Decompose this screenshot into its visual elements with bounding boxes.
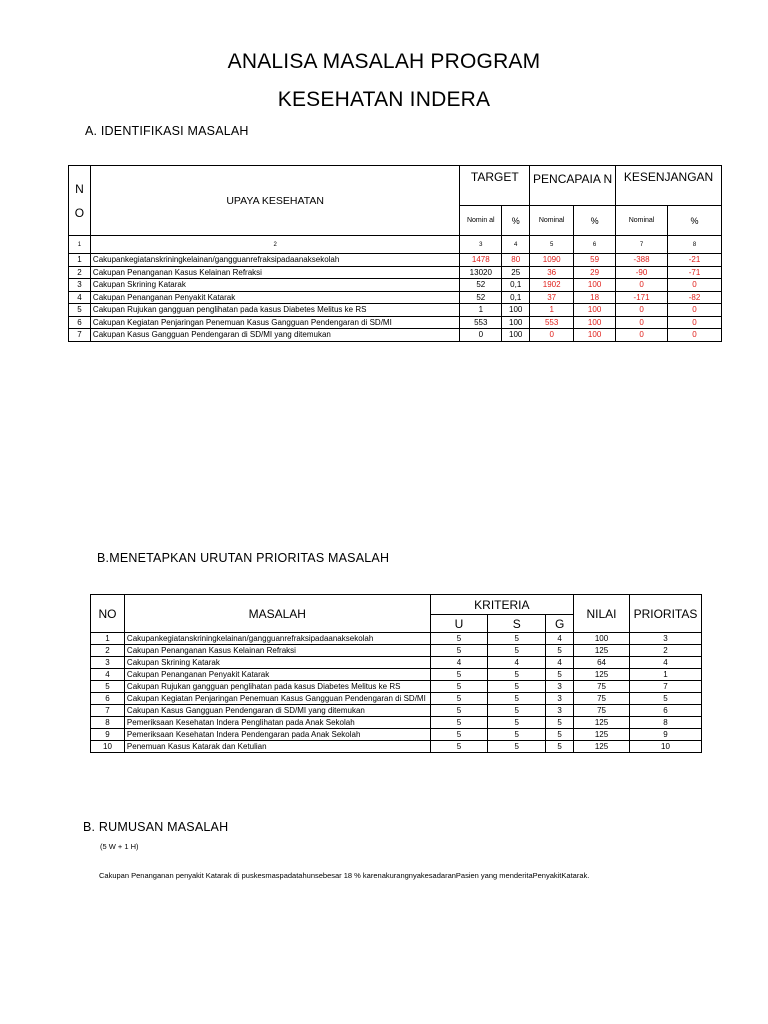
row-number: 5 (91, 681, 125, 693)
masalah-cell: Cakupan Penanganan Penyakit Katarak (124, 669, 430, 681)
target-nominal-cell: 553 (460, 316, 502, 329)
upaya-cell: Cakupan Kasus Gangguan Pendengaran di SD/MI yang ditemukan (90, 329, 459, 342)
target-nominal-cell: 52 (460, 279, 502, 292)
nilai-cell: 64 (574, 657, 630, 669)
nilai-cell: 125 (574, 717, 630, 729)
page-title: ANALISA MASALAH PROGRAM (227, 50, 541, 73)
prioritas-cell: 9 (629, 729, 701, 741)
column-number: 5 (530, 236, 574, 254)
s-cell: 5 (488, 681, 546, 693)
header-no: NO (91, 595, 125, 633)
header-target: TARGET (460, 166, 530, 206)
kesenjangan-nominal-cell: 0 (616, 279, 668, 292)
u-cell: 4 (430, 657, 488, 669)
masalah-cell: Pemeriksaan Kesehatan Indera Pendengaran pada Anak Sekolah (124, 729, 430, 741)
row-number: 7 (91, 705, 125, 717)
target-nominal-cell: 1478 (460, 254, 502, 267)
prioritas-cell: 4 (629, 657, 701, 669)
table-row (91, 693, 702, 705)
target-nominal-cell: 52 (460, 291, 502, 304)
masalah-cell: Cakupan Kegiatan Penjaringan Penemuan Kasus Gangguan Pendengaran di SD/MI (124, 693, 430, 705)
s-cell: 5 (488, 705, 546, 717)
header-pencapaian: PENCAPAIA N (530, 166, 616, 206)
s-cell: 5 (488, 741, 546, 753)
pencapaian-nominal-cell: 0 (530, 329, 574, 342)
header-upaya-kesehatan: UPAYA KESEHATAN (90, 166, 459, 236)
target-percent-cell: 100 (502, 316, 530, 329)
g-cell: 5 (546, 741, 574, 753)
g-cell: 5 (546, 729, 574, 741)
page-subtitle: KESEHATAN INDERA (277, 88, 491, 111)
row-number: 6 (69, 316, 91, 329)
header-kriteria: KRITERIA (430, 595, 573, 615)
pencapaian-nominal-cell: 553 (530, 316, 574, 329)
table-row (91, 741, 702, 753)
s-cell: 5 (488, 717, 546, 729)
formula-note: (5 W + 1 H) (100, 842, 139, 851)
u-cell: 5 (430, 681, 488, 693)
nilai-cell: 125 (574, 729, 630, 741)
nilai-cell: 125 (574, 669, 630, 681)
header-kesenjangan-nominal: Nominal (616, 206, 668, 236)
row-number: 3 (91, 657, 125, 669)
row-number: 6 (91, 693, 125, 705)
row-number: 1 (69, 254, 91, 267)
table-row (91, 645, 702, 657)
row-number: 8 (91, 717, 125, 729)
section-identifikasi-heading: A. IDENTIFIKASI MASALAH (85, 124, 249, 138)
kesenjangan-percent-cell: 0 (668, 316, 722, 329)
kesenjangan-percent-cell: -21 (668, 254, 722, 267)
upaya-cell: Cakupan Penanganan Penyakit Katarak (90, 291, 459, 304)
s-cell: 5 (488, 633, 546, 645)
masalah-cell: Pemeriksaan Kesehatan Indera Penglihatan pada Anak Sekolah (124, 717, 430, 729)
header-masalah: MASALAH (124, 595, 430, 633)
masalah-cell: Cakupan Rujukan gangguan penglihatan pada kasus Diabetes Melitus ke RS (124, 681, 430, 693)
prioritas-cell: 2 (629, 645, 701, 657)
target-nominal-cell: 1 (460, 304, 502, 317)
table-row (91, 669, 702, 681)
pencapaian-nominal-cell: 1090 (530, 254, 574, 267)
column-number: 1 (69, 236, 91, 254)
kesenjangan-nominal-cell: 0 (616, 304, 668, 317)
table-row (69, 254, 722, 267)
u-cell: 5 (430, 705, 488, 717)
section-prioritas-heading: B.MENETAPKAN URUTAN PRIORITAS MASALAH (97, 551, 390, 565)
table-row (69, 266, 722, 279)
masalah-cell: Cakupan Skrining Katarak (124, 657, 430, 669)
kesenjangan-nominal-cell: 0 (616, 329, 668, 342)
u-cell: 5 (430, 645, 488, 657)
masalah-cell: Cakupan Penanganan Kasus Kelainan Refraksi (124, 645, 430, 657)
target-nominal-cell: 13020 (460, 266, 502, 279)
header-u: U (430, 615, 488, 633)
table-row (69, 316, 722, 329)
u-cell: 5 (430, 633, 488, 645)
identifikasi-masalah-table (68, 165, 722, 342)
prioritas-masalah-table (90, 594, 702, 753)
kesenjangan-percent-cell: 0 (668, 304, 722, 317)
header-pencapaian-nominal: Nominal (530, 206, 574, 236)
upaya-cell: Cakupan Rujukan gangguan penglihatan pada kasus Diabetes Melitus ke RS (90, 304, 459, 317)
header-pencapaian-percent: % (574, 206, 616, 236)
column-number: 6 (574, 236, 616, 254)
nilai-cell: 75 (574, 693, 630, 705)
masalah-cell: Cakupan Kasus Gangguan Pendengaran di SD/MI yang ditemukan (124, 705, 430, 717)
table-row (69, 279, 722, 292)
pencapaian-percent-cell: 18 (574, 291, 616, 304)
target-percent-cell: 80 (502, 254, 530, 267)
g-cell: 5 (546, 669, 574, 681)
g-cell: 5 (546, 717, 574, 729)
pencapaian-percent-cell: 100 (574, 279, 616, 292)
row-number: 10 (91, 741, 125, 753)
pencapaian-percent-cell: 29 (574, 266, 616, 279)
nilai-cell: 75 (574, 681, 630, 693)
u-cell: 5 (430, 717, 488, 729)
nilai-cell: 125 (574, 741, 630, 753)
header-target-percent: % (502, 206, 530, 236)
column-number: 3 (460, 236, 502, 254)
s-cell: 4 (488, 657, 546, 669)
row-number: 4 (91, 669, 125, 681)
g-cell: 5 (546, 645, 574, 657)
column-number: 4 (502, 236, 530, 254)
table-row (91, 633, 702, 645)
s-cell: 5 (488, 645, 546, 657)
kesenjangan-percent-cell: -82 (668, 291, 722, 304)
prioritas-cell: 10 (629, 741, 701, 753)
prioritas-cell: 1 (629, 669, 701, 681)
table-row (91, 705, 702, 717)
row-number: 5 (69, 304, 91, 317)
upaya-cell: Cakupan Skrining Katarak (90, 279, 459, 292)
pencapaian-nominal-cell: 1902 (530, 279, 574, 292)
kesenjangan-nominal-cell: -388 (616, 254, 668, 267)
header-g: G (546, 615, 574, 633)
section-rumusan-heading: B. RUMUSAN MASALAH (83, 820, 229, 834)
kesenjangan-nominal-cell: -90 (616, 266, 668, 279)
upaya-cell: Cakupan Kegiatan Penjaringan Penemuan Kasus Gangguan Pendengaran di SD/MI (90, 316, 459, 329)
target-percent-cell: 0,1 (502, 291, 530, 304)
table-row (91, 681, 702, 693)
s-cell: 5 (488, 693, 546, 705)
row-number: 2 (69, 266, 91, 279)
nilai-cell: 100 (574, 633, 630, 645)
upaya-cell: Cakupan Penanganan Kasus Kelainan Refraksi (90, 266, 459, 279)
pencapaian-percent-cell: 100 (574, 329, 616, 342)
kesenjangan-nominal-cell: -171 (616, 291, 668, 304)
u-cell: 5 (430, 669, 488, 681)
table-row (91, 729, 702, 741)
table-row (69, 291, 722, 304)
header-prioritas: PRIORITAS (629, 595, 701, 633)
row-number: 7 (69, 329, 91, 342)
table-row (91, 717, 702, 729)
column-number-row (69, 236, 722, 254)
pencapaian-percent-cell: 100 (574, 304, 616, 317)
row-number: 3 (69, 279, 91, 292)
masalah-cell: Penemuan Kasus Katarak dan Ketulian (124, 741, 430, 753)
table-row (91, 657, 702, 669)
nilai-cell: 125 (574, 645, 630, 657)
rumusan-masalah-text: Cakupan Penanganan penyakit Katarak di puskesmaspadatahunsebesar 18 % karenakurangnyakesadaranPasien yang menderitaPenyakitKatarak. (99, 871, 590, 880)
column-number: 2 (90, 236, 459, 254)
header-s: S (488, 615, 546, 633)
prioritas-cell: 7 (629, 681, 701, 693)
header-kesenjangan-percent: % (668, 206, 722, 236)
row-number: 4 (69, 291, 91, 304)
header-target-nominal: Nomin al (460, 206, 502, 236)
kesenjangan-percent-cell: -71 (668, 266, 722, 279)
prioritas-cell: 5 (629, 693, 701, 705)
s-cell: 5 (488, 729, 546, 741)
header-no: N O (69, 166, 91, 236)
target-percent-cell: 25 (502, 266, 530, 279)
column-number: 8 (668, 236, 722, 254)
row-number: 9 (91, 729, 125, 741)
row-number: 1 (91, 633, 125, 645)
pencapaian-percent-cell: 59 (574, 254, 616, 267)
row-number: 2 (91, 645, 125, 657)
g-cell: 3 (546, 705, 574, 717)
g-cell: 3 (546, 693, 574, 705)
header-nilai: NILAI (574, 595, 630, 633)
pencapaian-nominal-cell: 37 (530, 291, 574, 304)
masalah-cell: Cakupankegiatanskriningkelainan/gangguanrefraksipadaanaksekolah (124, 633, 430, 645)
prioritas-cell: 8 (629, 717, 701, 729)
table-row (69, 304, 722, 317)
s-cell: 5 (488, 669, 546, 681)
u-cell: 5 (430, 741, 488, 753)
upaya-cell: Cakupankegiatanskriningkelainan/gangguanrefraksipadaanaksekolah (90, 254, 459, 267)
u-cell: 5 (430, 729, 488, 741)
prioritas-cell: 3 (629, 633, 701, 645)
pencapaian-nominal-cell: 36 (530, 266, 574, 279)
kesenjangan-percent-cell: 0 (668, 279, 722, 292)
g-cell: 4 (546, 633, 574, 645)
target-nominal-cell: 0 (460, 329, 502, 342)
prioritas-cell: 6 (629, 705, 701, 717)
header-kesenjangan: KESENJANGAN (616, 166, 722, 206)
kesenjangan-nominal-cell: 0 (616, 316, 668, 329)
g-cell: 4 (546, 657, 574, 669)
g-cell: 3 (546, 681, 574, 693)
pencapaian-nominal-cell: 1 (530, 304, 574, 317)
column-number: 7 (616, 236, 668, 254)
u-cell: 5 (430, 693, 488, 705)
kesenjangan-percent-cell: 0 (668, 329, 722, 342)
pencapaian-percent-cell: 100 (574, 316, 616, 329)
target-percent-cell: 100 (502, 304, 530, 317)
table-row (69, 329, 722, 342)
target-percent-cell: 100 (502, 329, 530, 342)
nilai-cell: 75 (574, 705, 630, 717)
target-percent-cell: 0,1 (502, 279, 530, 292)
